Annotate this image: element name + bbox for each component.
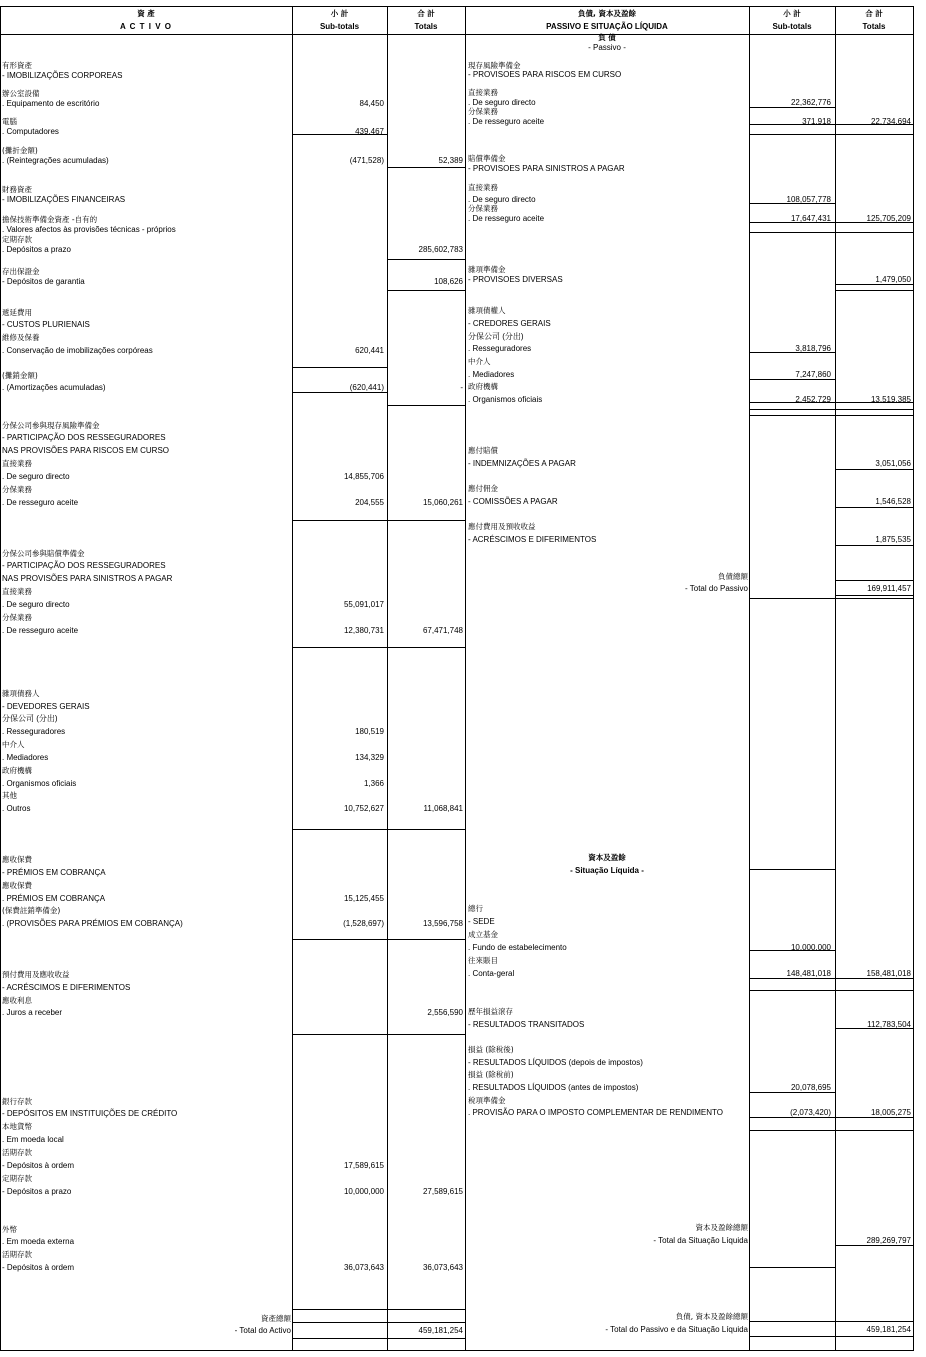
- left-subtotal-value: 134,329: [355, 753, 384, 762]
- equity-heading-zh: 資本及盈餘: [588, 853, 626, 862]
- subtotal-rule: [387, 405, 465, 406]
- left-row-label: . Organismos oficiais: [2, 779, 77, 788]
- left-row-label: . Em moeda local: [2, 1135, 64, 1144]
- right-row-label: 歷年損益滾存: [468, 1007, 513, 1016]
- right-row-label: 雜項準備金: [468, 265, 506, 274]
- subtotal-rule: [387, 647, 465, 648]
- right-row-label: . PROVISÃO PARA O IMPOSTO COMPLEMENTAR DE RENDIMENTO: [468, 1108, 724, 1117]
- left-row-label: 中介人: [2, 740, 25, 749]
- left-row-label: 其他: [2, 791, 17, 800]
- left-row-label: - CUSTOS PLURIENAIS: [2, 320, 90, 329]
- subtotal-rule: [835, 290, 913, 291]
- left-row-label: 活期存款: [2, 1250, 32, 1259]
- right-subtotal-value: 108,057,778: [786, 195, 831, 204]
- left-subtotal-value: 12,380,731: [343, 626, 384, 635]
- passivo-header: PASSIVO E SITUAÇÃO LÍQUIDA: [546, 22, 668, 31]
- subtotal-rule: [387, 167, 465, 168]
- subtotals-header: Sub-totals: [319, 22, 360, 31]
- right-row-label: . De seguro directo: [468, 195, 536, 204]
- subtotals-header-right: Sub-totals: [772, 22, 812, 31]
- right-row-label: - PROVISOES PARA RISCOS EM CURSO: [468, 70, 622, 79]
- subtotal-rule: [292, 939, 387, 940]
- left-total-value: 67,471,748: [422, 626, 463, 635]
- subtotal-rule: [749, 598, 835, 599]
- right-row-label: . De resseguro aceite: [468, 214, 545, 223]
- left-row-label: . Equipamento de escritório: [2, 99, 100, 108]
- right-row-label: 現存風險準備金: [468, 61, 521, 70]
- left-row-label: 應收保費: [2, 881, 32, 890]
- subtotal-rule: [835, 580, 913, 581]
- left-row-label: - ACRÉSCIMOS E DIFERIMENTOS: [2, 983, 131, 992]
- subtotal-rule: [835, 595, 913, 596]
- right-row-label: 分保公司 (分出): [468, 332, 524, 341]
- right-row-label: 應付佣金: [468, 484, 498, 493]
- left-row-label: - IMOBILIZAÇÕES FINANCEIRAS: [2, 195, 126, 204]
- right-subtotal-value: 10,000,000: [790, 943, 831, 952]
- left-row-label: - PARTICIPAÇÃO DOS RESSEGURADORES: [2, 561, 166, 570]
- subtotal-rule: [387, 1322, 465, 1323]
- left-subtotal-value: 55,091,017: [343, 600, 384, 609]
- right-total-value: 112,783,504: [867, 1020, 911, 1029]
- right-subtotal-value: 7,247,860: [795, 370, 831, 379]
- passivo-heading-zh: 負 債: [598, 33, 616, 42]
- activo-header: A C T I V O: [119, 22, 173, 31]
- subtotal-rule: [749, 1336, 835, 1337]
- left-total-value: 36,073,643: [422, 1263, 463, 1272]
- right-row-label: - RESULTADOS TRANSITADOS: [468, 1020, 585, 1029]
- subtotal-rule: [387, 1338, 465, 1339]
- left-row-label: 分保業務: [2, 613, 32, 622]
- right-row-label: 直接業務: [468, 183, 498, 192]
- left-total-value: 108,626: [434, 277, 463, 286]
- right-row-label: . Organismos oficiais: [468, 395, 543, 404]
- right-total-value: 1,875,535: [875, 535, 911, 544]
- left-row-label: - Depósitos à ordem: [2, 1161, 75, 1170]
- column-rule: [465, 6, 466, 1351]
- subtotal-rule: [292, 1034, 387, 1035]
- left-total-value: 13,596,758: [422, 919, 463, 928]
- left-row-label: . Computadores: [2, 127, 59, 136]
- left-row-label: . Em moeda externa: [2, 1237, 75, 1246]
- subtotal-rule: [292, 647, 387, 648]
- left-row-label: . Depósitos a prazo: [2, 245, 71, 254]
- right-row-label: 成立基金: [468, 930, 498, 939]
- subtotal-rule: [835, 507, 913, 508]
- left-subtotal-value: 439,467: [355, 127, 384, 136]
- subtotal-rule: [835, 1321, 913, 1322]
- left-total-value: 285,602,783: [418, 245, 463, 254]
- activo-total-value: 459,181,254: [418, 1326, 463, 1335]
- right-row-label: 直接業務: [468, 88, 498, 97]
- left-total-value: 27,589,615: [422, 1187, 463, 1196]
- right-row-label: 中介人: [468, 357, 491, 366]
- passivo-total-value: 169,911,457: [867, 584, 911, 593]
- right-row-label: . Fundo de estabelecimento: [468, 943, 567, 952]
- subtotal-rule: [835, 1336, 913, 1337]
- left-subtotal-value: 36,073,643: [343, 1263, 384, 1272]
- right-row-label: . Resseguradores: [468, 344, 532, 353]
- right-row-label: . De seguro directo: [468, 98, 536, 107]
- right-row-label: 應付賠償: [468, 446, 498, 455]
- left-row-label: 分保公司 (分出): [2, 714, 58, 723]
- right-row-label: - COMISSÕES A PAGAR: [468, 497, 558, 506]
- right-subtotal-value: 148,481,018: [786, 969, 831, 978]
- equity-total-label: - Total da Situação Líquida: [653, 1236, 748, 1245]
- right-total-value: 3,051,056: [875, 459, 911, 468]
- left-row-label: - Depósitos à ordem: [2, 1263, 75, 1272]
- left-row-label: 定期存款: [2, 1174, 32, 1183]
- left-row-label: . De resseguro aceite: [2, 626, 79, 635]
- left-row-label: 雜項債務人: [2, 689, 40, 698]
- right-total-value: 1,479,050: [875, 275, 911, 284]
- totals-header-zh: 合 計: [417, 9, 435, 18]
- totals-header: Totals: [414, 22, 438, 31]
- right-row-label: 分保業務: [468, 107, 498, 116]
- grand-total-label: - Total do Passivo e da Situação Líquida: [605, 1325, 748, 1334]
- subtotal-rule: [387, 939, 465, 940]
- activo-header-zh: 資 產: [137, 9, 155, 18]
- subtotal-rule: [292, 520, 387, 521]
- left-row-label: . (Reintegrações acumuladas): [2, 156, 109, 165]
- grand-total-value: 459,181,254: [866, 1325, 911, 1334]
- subtotal-rule: [835, 134, 913, 135]
- column-rule: [0, 6, 1, 1351]
- left-row-label: - DEPÓSITOS EM INSTITUIÇÕES DE CRÉDITO: [2, 1109, 178, 1118]
- left-total-value: 15,060,261: [422, 498, 463, 507]
- right-subtotal-value: 22,362,776: [790, 98, 831, 107]
- left-row-label: . De seguro directo: [2, 600, 70, 609]
- right-subtotal-value: 3,818,796: [795, 344, 831, 353]
- left-row-label: 有形資產: [2, 61, 32, 70]
- subtotal-rule: [749, 1267, 835, 1268]
- subtotal-rule: [387, 290, 465, 291]
- right-total-value: 125,705,209: [866, 214, 911, 223]
- right-subtotal-value: 2,452,729: [795, 395, 831, 404]
- left-subtotal-value: 1,366: [363, 779, 384, 788]
- left-row-label: 分保業務: [2, 485, 32, 494]
- left-row-label: 預付費用及應收收益: [2, 970, 70, 979]
- subtotal-rule: [749, 990, 835, 991]
- subtotal-rule: [749, 415, 835, 416]
- left-row-label: 應收保費: [2, 855, 32, 864]
- equity-total-label-zh: 資本及盈餘總額: [695, 1223, 748, 1232]
- left-row-label: . PRÉMIOS EM COBRANÇA: [2, 894, 106, 903]
- column-rule: [913, 6, 914, 1351]
- left-row-label: . Outros: [2, 804, 31, 813]
- right-row-label: 總行: [468, 904, 483, 913]
- left-row-label: 存出保證金: [2, 267, 40, 276]
- left-subtotal-value: 180,519: [355, 727, 384, 736]
- passivo-total-label: - Total do Passivo: [685, 584, 748, 593]
- right-total-value: 22,734,694: [870, 117, 911, 126]
- activo-total-label: - Total do Activo: [234, 1326, 291, 1335]
- left-total-value: 52,389: [438, 156, 463, 165]
- equity-total-value: 289,269,797: [866, 1236, 911, 1245]
- left-row-label: 銀行存款: [2, 1097, 32, 1106]
- left-row-label: 政府機構: [2, 766, 32, 775]
- left-row-label: . Valores afectos às provisões técnicas - próprios: [2, 225, 176, 234]
- right-row-label: 賠償準備金: [468, 154, 506, 163]
- subtotal-rule: [749, 232, 835, 233]
- left-row-label: 分保公司參與賠償準備金: [2, 549, 85, 558]
- column-rule: [292, 6, 293, 1351]
- subtotal-rule: [387, 520, 465, 521]
- right-row-label: 往來賬目: [468, 956, 498, 965]
- left-row-label: 擔保技術準備金資產 -自有的: [2, 215, 98, 224]
- left-row-label: 財務資產: [2, 185, 32, 194]
- column-rule: [387, 6, 388, 1351]
- left-row-label: (攤折金額): [2, 146, 38, 155]
- right-total-value: 158,481,018: [866, 969, 911, 978]
- right-row-label: 政府機構: [468, 382, 498, 391]
- left-row-label: 遞延費用: [2, 308, 32, 317]
- subtotal-rule: [292, 367, 387, 368]
- left-subtotal-value: 10,000,000: [343, 1187, 384, 1196]
- subtotal-rule: [749, 869, 835, 870]
- left-subtotal-value: 15,125,455: [343, 894, 384, 903]
- header-rule: [0, 34, 913, 35]
- subtotals-header-zh: 小 計: [330, 9, 349, 18]
- right-subtotal-value: 17,647,431: [790, 214, 831, 223]
- left-row-label: NAS PROVISÕES PARA RISCOS EM CURSO: [2, 446, 169, 455]
- passivo-total-label-zh: 負債總額: [718, 572, 748, 581]
- left-row-label: - IMOBILIZAÇÕES CORPOREAS: [2, 71, 123, 80]
- left-row-label: 辦公室設備: [2, 89, 40, 98]
- right-subtotal-value: 371,918: [802, 117, 831, 126]
- left-row-label: . (Amortizações acumuladas): [2, 383, 106, 392]
- left-row-label: (保費註銷準備金): [2, 906, 61, 915]
- subtotals-header-right-zh: 小 計: [783, 9, 801, 18]
- left-subtotal-value: 620,441: [355, 346, 384, 355]
- subtotal-rule: [835, 232, 913, 233]
- left-row-label: . (PROVISÕES PARA PRÉMIOS EM COBRANÇA): [2, 919, 183, 928]
- subtotal-rule: [387, 1034, 465, 1035]
- right-row-label: 損益 (除稅後): [468, 1045, 514, 1054]
- left-row-label: 應收利息: [2, 996, 32, 1005]
- totals-header-right-zh: 合 計: [865, 9, 883, 18]
- right-row-label: 稅項準備金: [468, 1096, 506, 1105]
- subtotal-rule: [835, 1130, 913, 1131]
- right-row-label: . De resseguro aceite: [468, 117, 545, 126]
- right-total-value: 13,519,385: [870, 395, 911, 404]
- subtotal-rule: [835, 469, 913, 470]
- left-row-label: . Resseguradores: [2, 727, 66, 736]
- right-row-label: - CREDORES GERAIS: [468, 319, 551, 328]
- right-row-label: 損益 (除稅前): [468, 1070, 514, 1079]
- left-subtotal-value: (471,528): [349, 156, 384, 165]
- left-subtotal-value: (1,528,697): [343, 919, 384, 928]
- passivo-heading: - Passivo -: [588, 43, 626, 52]
- passivo-header-zh: 負債, 資本及盈餘: [578, 9, 636, 18]
- right-row-label: . Mediadores: [468, 370, 515, 379]
- left-subtotal-value: (620,441): [349, 383, 384, 392]
- left-row-label: - PARTICIPAÇÃO DOS RESSEGURADORES: [2, 433, 166, 442]
- right-row-label: . Conta-geral: [468, 969, 515, 978]
- column-rule: [835, 6, 836, 1351]
- left-row-label: . Conservação de imobilizações corpóreas: [2, 346, 153, 355]
- subtotal-rule: [835, 990, 913, 991]
- left-total-value: -: [460, 383, 463, 392]
- right-total-value: 18,005,275: [870, 1108, 911, 1117]
- left-row-label: NAS PROVISÕES PARA SINISTROS A PAGAR: [2, 574, 173, 583]
- right-subtotal-value: (2,073,420): [790, 1108, 831, 1117]
- right-subtotal-value: 20,078,695: [790, 1083, 831, 1092]
- right-row-label: 分保業務: [468, 204, 498, 213]
- left-row-label: 外幣: [2, 1225, 17, 1234]
- left-subtotal-value: 84,450: [359, 99, 384, 108]
- subtotal-rule: [749, 1130, 835, 1131]
- left-row-label: 維修及保養: [2, 333, 40, 342]
- subtotal-rule: [387, 259, 465, 260]
- subtotal-rule: [749, 409, 835, 410]
- left-row-label: - Depósitos a prazo: [2, 1187, 72, 1196]
- right-row-label: - PROVISOES PARA SINISTROS A PAGAR: [468, 164, 625, 173]
- subtotal-rule: [292, 829, 387, 830]
- right-row-label: - PROVISOES DIVERSAS: [468, 275, 563, 284]
- left-row-label: - PRÉMIOS EM COBRANÇA: [2, 868, 106, 877]
- subtotal-rule: [835, 545, 913, 546]
- left-row-label: - Depósitos de garantia: [2, 277, 85, 286]
- subtotal-rule: [835, 415, 913, 416]
- subtotal-rule: [749, 134, 835, 135]
- right-total-value: 1,546,528: [875, 497, 911, 506]
- right-row-label: 雜項債權人: [468, 306, 506, 315]
- subtotal-rule: [292, 1322, 387, 1323]
- subtotal-rule: [292, 1338, 387, 1339]
- left-total-value: 2,556,590: [427, 1008, 463, 1017]
- grand-total-label-zh: 負債, 資本及盈餘總額: [675, 1312, 748, 1321]
- equity-heading: - Situação Líquida -: [570, 866, 644, 875]
- left-row-label: 分保公司參與現存風險準備金: [2, 421, 100, 430]
- left-row-label: . De resseguro aceite: [2, 498, 79, 507]
- left-row-label: 直接業務: [2, 587, 32, 596]
- bottom-rule: [0, 1350, 913, 1351]
- left-row-label: 定期存款: [2, 235, 32, 244]
- left-row-label: . De seguro directo: [2, 472, 70, 481]
- left-row-label: 電腦: [2, 117, 17, 126]
- right-row-label: . RESULTADOS LÍQUIDOS (antes de impostos): [468, 1083, 639, 1092]
- totals-header-right: Totals: [862, 22, 886, 31]
- right-row-label: 應付費用及預收收益: [468, 522, 536, 531]
- left-row-label: (攤銷金額): [2, 371, 38, 380]
- left-subtotal-value: 204,555: [355, 498, 384, 507]
- right-row-label: - SEDE: [468, 917, 495, 926]
- subtotal-rule: [835, 598, 913, 599]
- left-subtotal-value: 10,752,627: [343, 804, 384, 813]
- subtotal-rule: [835, 409, 913, 410]
- left-row-label: 直接業務: [2, 459, 32, 468]
- subtotal-rule: [387, 1309, 465, 1310]
- left-row-label: 活期存款: [2, 1148, 32, 1157]
- subtotal-rule: [292, 1309, 387, 1310]
- subtotal-rule: [387, 829, 465, 830]
- column-rule: [749, 6, 750, 1351]
- left-total-value: 11,068,841: [423, 804, 463, 813]
- left-row-label: . Juros a receber: [2, 1008, 63, 1017]
- left-row-label: . Mediadores: [2, 753, 49, 762]
- top-rule: [0, 6, 913, 7]
- right-row-label: - ACRÉSCIMOS E DIFERIMENTOS: [468, 535, 597, 544]
- activo-total-label-zh: 資產總額: [261, 1314, 291, 1323]
- left-row-label: - DEVEDORES GERAIS: [2, 702, 90, 711]
- left-row-label: 本地貨幣: [2, 1122, 32, 1131]
- left-subtotal-value: 14,855,706: [343, 472, 384, 481]
- right-row-label: - INDEMNIZAÇÕES A PAGAR: [468, 459, 576, 468]
- left-subtotal-value: 17,589,615: [343, 1161, 384, 1170]
- subtotal-rule: [749, 1321, 835, 1322]
- right-row-label: - RESULTADOS LÍQUIDOS (depois de impostos): [468, 1058, 643, 1067]
